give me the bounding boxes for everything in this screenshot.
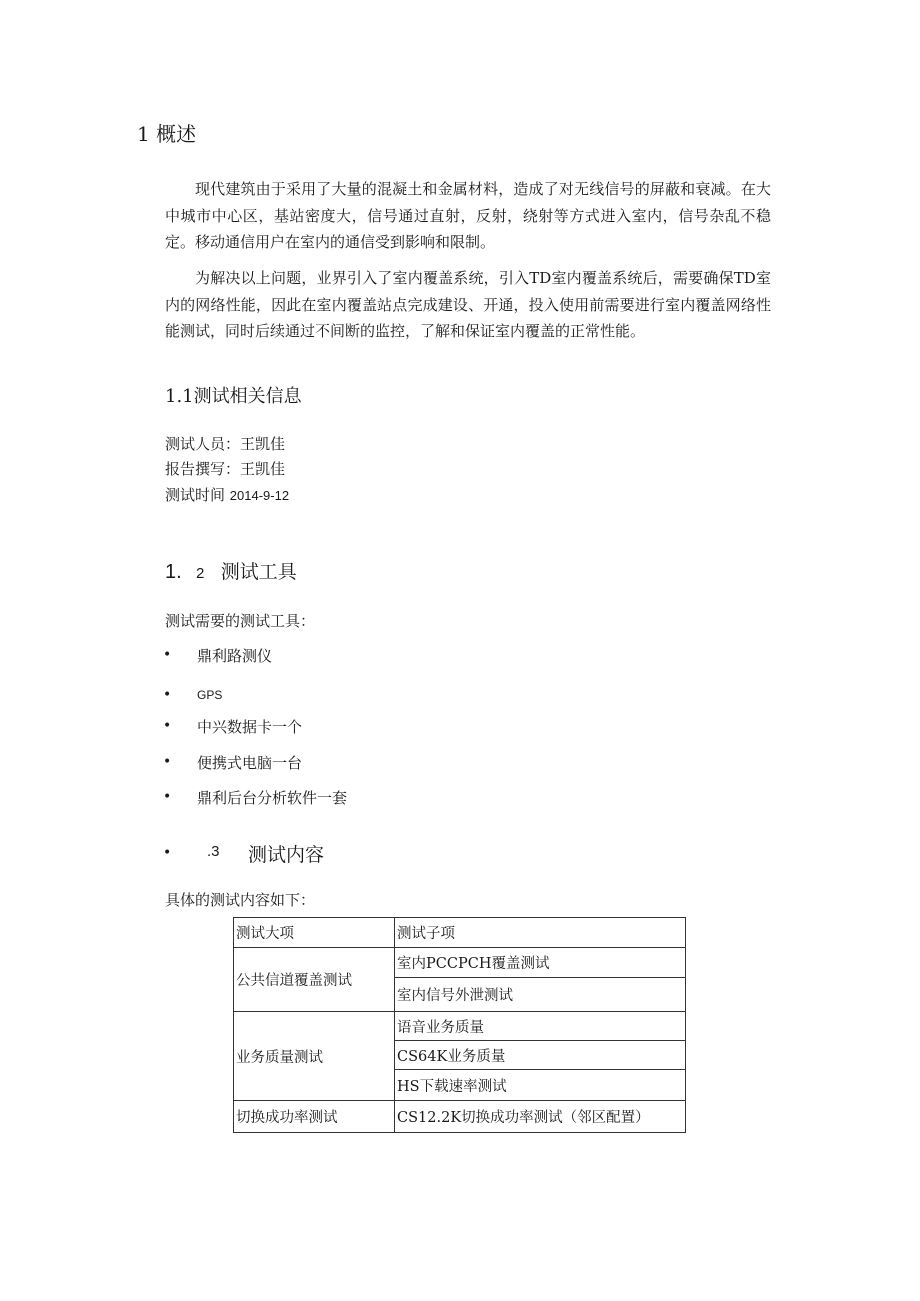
bullet-icon: • (163, 845, 172, 861)
section-1-2-sub: 2 (196, 565, 205, 582)
bullet-icon: • (163, 789, 172, 805)
test-time-line (165, 484, 289, 505)
table-item-cell: 语音业务质量 (395, 1012, 686, 1041)
test-time-value: 2014-9-12 (229, 488, 290, 503)
test-time-label: 测试时间 (165, 486, 226, 504)
bullet-icon: • (163, 647, 172, 663)
table-category-cell: 业务质量测试 (234, 1012, 395, 1101)
table-row (234, 1101, 686, 1133)
tool-item: 便携式电脑一台 (197, 754, 303, 772)
tool-item: 中兴数据卡一个 (197, 718, 303, 736)
tool-item: 鼎利后台分析软件一套 (197, 789, 348, 807)
table-item-cell: 室内PCCPCH覆盖测试 (395, 948, 686, 978)
table-row (234, 1012, 686, 1041)
table-header-cell: 测试大项 (234, 918, 395, 948)
tester-line: 测试人员：王凯佳 (165, 435, 286, 453)
tools-intro: 测试需要的测试工具： (165, 612, 316, 630)
table-header-row (234, 918, 686, 948)
table-item-cell: 室内信号外泄测试 (395, 978, 686, 1012)
bullet-icon: • (163, 754, 172, 770)
section-1-title: 1 概述 (137, 122, 197, 146)
tool-item: GPS (197, 688, 223, 702)
paragraph-1: 现代建筑由于采用了大量的混凝土和金属材料，造成了对无线信号的屏蔽和衰减。在大中城市中心区，基站密度大，信号通过直射，反射，绕射等方式进入室内，信号杂乱不稳定。移动通信用户在室内的通信受到影响和限制。 (165, 180, 771, 251)
table-category-cell: 切换成功率测试 (234, 1101, 395, 1133)
tool-item: 鼎利路测仪 (197, 647, 273, 665)
reporter-line: 报告撰写：王凯佳 (165, 460, 286, 478)
section-1-1-title: 1.1测试相关信息 (165, 386, 302, 407)
table-header-cell: 测试子项 (395, 918, 686, 948)
table-item-cell: HS下载速率测试 (395, 1070, 686, 1101)
section-1-2-num: 1. (165, 561, 182, 583)
section-1-2-title (165, 557, 297, 584)
table-item-cell: CS64K业务质量 (395, 1041, 686, 1070)
table-item-cell: CS12.2K切换成功率测试（邻区配置） (395, 1101, 686, 1133)
table-category-cell: 公共信道覆盖测试 (234, 948, 395, 1012)
content-intro: 具体的测试内容如下： (165, 891, 316, 909)
bullet-icon: • (163, 718, 172, 734)
table-row (234, 948, 686, 978)
bullet-icon: • (163, 687, 172, 703)
section-1-3-num: .3 (207, 843, 220, 860)
section-1-3-title: 测试内容 (248, 844, 325, 866)
test-content-table (233, 917, 686, 1133)
paragraph-2: 为解决以上问题，业界引入了室内覆盖系统，引入TD室内覆盖系统后，需要确保TD室内的网络性能，因此在室内覆盖站点完成建设、开通，投入使用前需要进行室内覆盖网络性能测试，同时后续通过不间断的监控，了解和保证室内覆盖的正常性能。 (165, 269, 771, 340)
section-1-2-text: 测试工具 (220, 561, 297, 583)
